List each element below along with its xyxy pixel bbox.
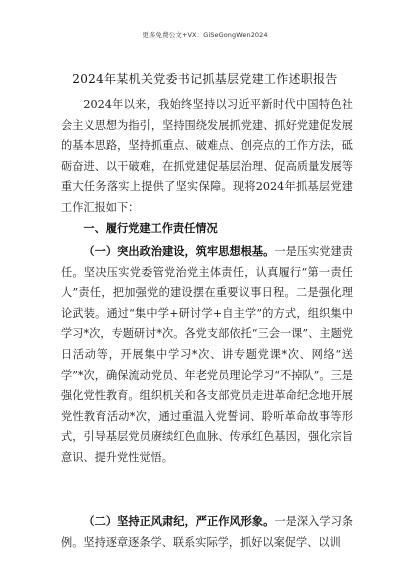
subsection-1-heading: （一）突出政治建设，筑牢思想根基。 <box>83 244 275 258</box>
section-heading-1: 一、履行党建工作责任情况 <box>83 221 218 235</box>
section-heading-block <box>61 218 353 239</box>
intro-paragraph-block <box>61 95 353 219</box>
document-title: 2024年某机关党委书记抓基层党建工作述职报告 <box>72 72 338 86</box>
subsection-1-body: 一是压实党建责任。坚决压实党委管党治党主体责任，认真履行“第一责任人”责任，把加强党的建设摆在重要议事日程。二是强化理论武装。通过“集中学+研讨学+自主学”的方式，组织集中学习*次，专题研讨*次。各党支部依托“三会一课”、主题党日活动等，开展集中学习*次、讲专题党课*次、网络“送学”*次，确保流动党员、年老党员理论学习“不掉队”。三是强化党性教育。组织机关和各支部党员走进革命纪念地开展党性教育活动*次，通过重温入党誓词、聆听革命故事等形式，引导基层党员赓续红色血脉、传承红色基因，强化宗旨意识、提升党性觉悟。 <box>61 245 353 464</box>
intro-paragraph: 2024年以来，我始终坚持以习近平新时代中国特色社会主义思想为指引，坚持围绕发展抓党建、抓好党建促发展的基本思路，坚持抓重点、破难点、创亮点的工作方法，砥砺奋进、以干破难，在抓党建促基层治理、促高质量发展等重大任务落实上提供了坚实保障。现将2024年抓基层党建工作汇报如下： <box>61 98 353 214</box>
subsection-2-heading: （二）坚持正风肃纪，严正作风形象。 <box>83 514 275 528</box>
subsection-2-body: 一是深入学习条例。坚持逐章逐条学、联系实际学，抓好以案促学、以训 <box>61 515 353 549</box>
header-note: 更多免费公文+VX：GiSeGongWen2024 <box>142 31 268 39</box>
subsection-2-paragraph <box>61 511 353 553</box>
subsection-1-paragraph <box>61 241 353 469</box>
subsection-1-block <box>61 241 353 469</box>
subsection-2-block <box>61 511 353 553</box>
